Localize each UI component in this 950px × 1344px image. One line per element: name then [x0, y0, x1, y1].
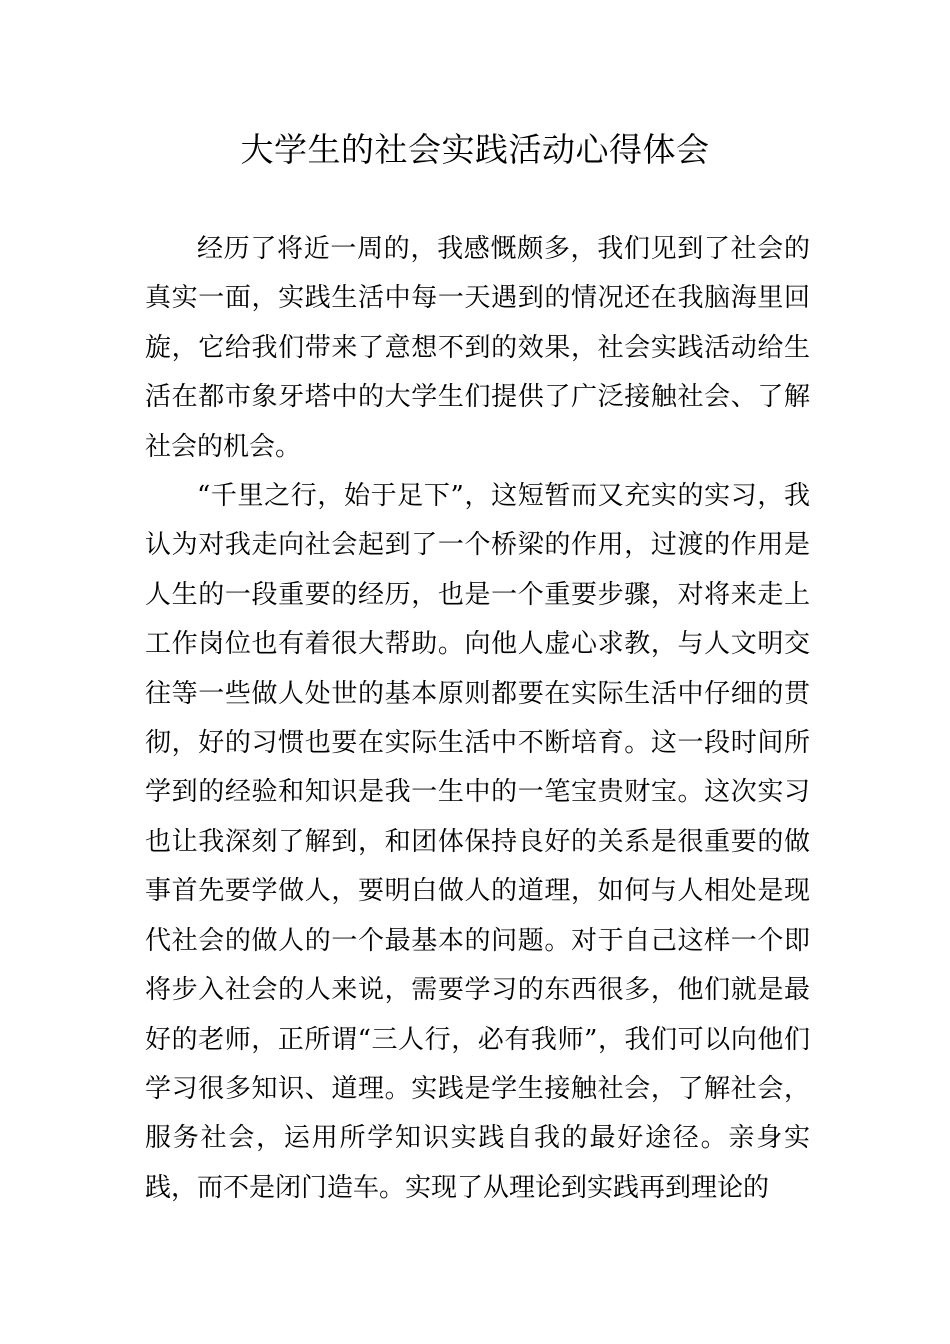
document-body — [145, 225, 810, 1213]
paragraph-2: “千里之行，始于足下”，这短暂而又充实的实习，我认为对我走向社会起到了一个桥梁的作用，过渡的作用是人生的一段重要的经历，也是一个重要步骤，对将来走上工作岗位也有着很大帮助。向他人虚心求教，与人文明交往等一些做人处世的基本原则都要在实际生活中仔细的贯彻，好的习惯也要在实际生活中不断培育。这一段时间所学到的经验和知识是我一生中的一笔宝贵财宝。这次实习也让我深刻了解到，和团体保持良好的关系是很重要的做事首先要学做人，要明白做人的道理，如何与人相处是现代社会的做人的一个最基本的问题。对于自己这样一个即将步入社会的人来说，需要学习的东西很多，他们就是最好的老师，正所谓“三人行，必有我师”，我们可以向他们学习很多知识、道理。实践是学生接触社会，了解社会，服务社会，运用所学知识实践自我的最好途径。亲身实践，而不是闭门造车。实现了从理论到实践再到理论的 — [145, 481, 810, 1203]
paragraph-1: 经历了将近一周的，我感慨颇多，我们见到了社会的真实一面，实践生活中每一天遇到的情况还在我脑海里回旋，它给我们带来了意想不到的效果，社会实践活动给生活在都市象牙塔中的大学生们提供了广泛接触社会、了解社会的机会。 — [145, 234, 810, 462]
document-title: 大学生的社会实践活动心得体会 — [240, 130, 710, 169]
